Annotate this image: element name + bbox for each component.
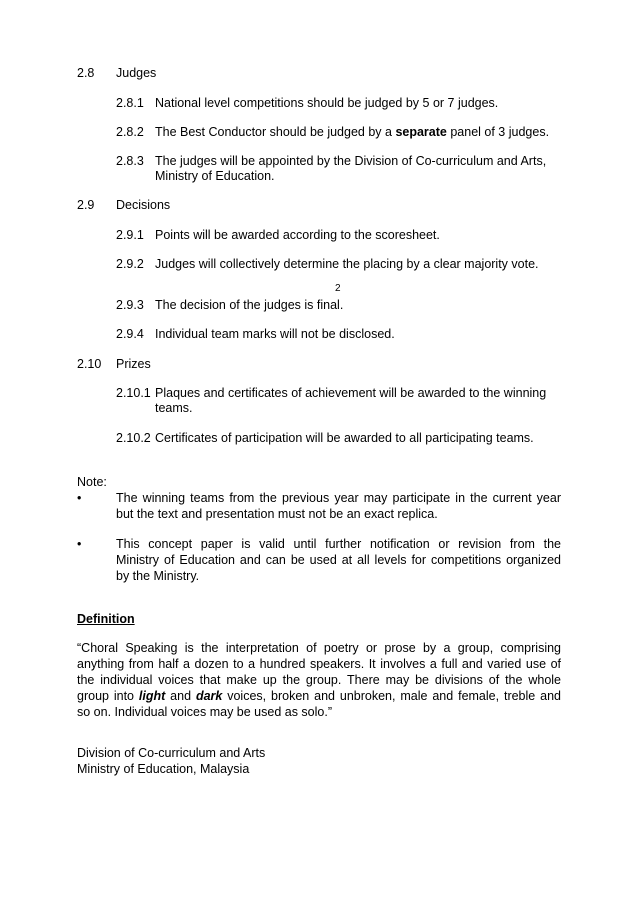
item-text-line: Ministry of Education. [155,169,275,183]
section-number: 2.9 [77,198,95,212]
signature-line: Ministry of Education, Malaysia [77,762,250,776]
item-text-line: Plaques and certificates of achievement will be awarded to the winning [155,386,547,400]
section-title-decisions: Decisions [116,198,171,212]
signature-line: Division of Co-curriculum and Arts [77,746,266,760]
note-bullet-line: The winning teams from the previous year may participate in the current year [116,491,561,505]
item-text-line: The judges will be appointed by the Division of Co-curriculum and Arts, [155,154,547,168]
section-number: 2.10 [77,357,102,371]
definition-text-part: group into [77,689,139,703]
note-bullet-line: Ministry of Education and can be used at all levels for competitions organized [116,553,561,567]
item-text [155,124,561,140]
item-number: 2.8.1 [116,96,144,110]
item-number: 2.10.1 [116,386,151,400]
item-text-part: panel of 3 judges. [446,125,550,139]
item-text-bold: separate [395,125,447,139]
item-text: Certificates of participation will be awarded to all participating teams. [155,431,534,445]
definition-line: the individual voices that make up the group. There may be divisions of the whole [77,673,561,687]
item-number: 2.8.3 [116,154,144,168]
item-number: 2.9.1 [116,228,144,242]
item-number: 2.8.2 [116,125,144,139]
definition-line: “Choral Speaking is the interpretation of poetry or prose by a group, comprising [77,641,561,655]
item-number: 2.9.4 [116,327,144,341]
item-text: Judges will collectively determine the placing by a clear majority vote. [155,257,539,271]
note-bullet-line: This concept paper is valid until further notification or revision from the [116,537,561,551]
section-number: 2.8 [77,66,95,80]
definition-line [77,688,561,704]
page-number: 2 [335,283,341,294]
definition-emphasis-light: light [138,689,166,703]
note-bullet-line: by the Ministry. [116,569,200,583]
definition-line: so on. Individual voices may be used as solo.” [77,705,332,719]
item-number: 2.9.3 [116,298,144,312]
item-number: 2.10.2 [116,431,151,445]
note-label: Note: [77,475,107,489]
section-title-prizes: Prizes [116,357,151,371]
bullet-icon: • [77,491,82,505]
item-number: 2.9.2 [116,257,144,271]
item-text-line: teams. [155,401,193,415]
item-text: Individual team marks will not be disclosed. [155,327,395,341]
bullet-icon: • [77,537,82,551]
definition-line: anything from half a dozen to a hundred speakers. It involves a full and varied use of [77,657,561,671]
item-text-part: The Best Conductor should be judged by a [155,125,396,139]
definition-heading: Definition [77,612,135,626]
section-title-judges: Judges [116,66,157,80]
note-bullet-line: but the text and presentation must not be an exact replica. [116,507,438,521]
item-text: Points will be awarded according to the scoresheet. [155,228,440,242]
item-text: National level competitions should be judged by 5 or 7 judges. [155,96,499,110]
definition-text-part: and [165,689,196,703]
definition-text-part: voices, broken and unbroken, male and female, treble and [222,689,561,703]
item-text: The decision of the judges is final. [155,298,344,312]
definition-emphasis-dark: dark [195,689,223,703]
